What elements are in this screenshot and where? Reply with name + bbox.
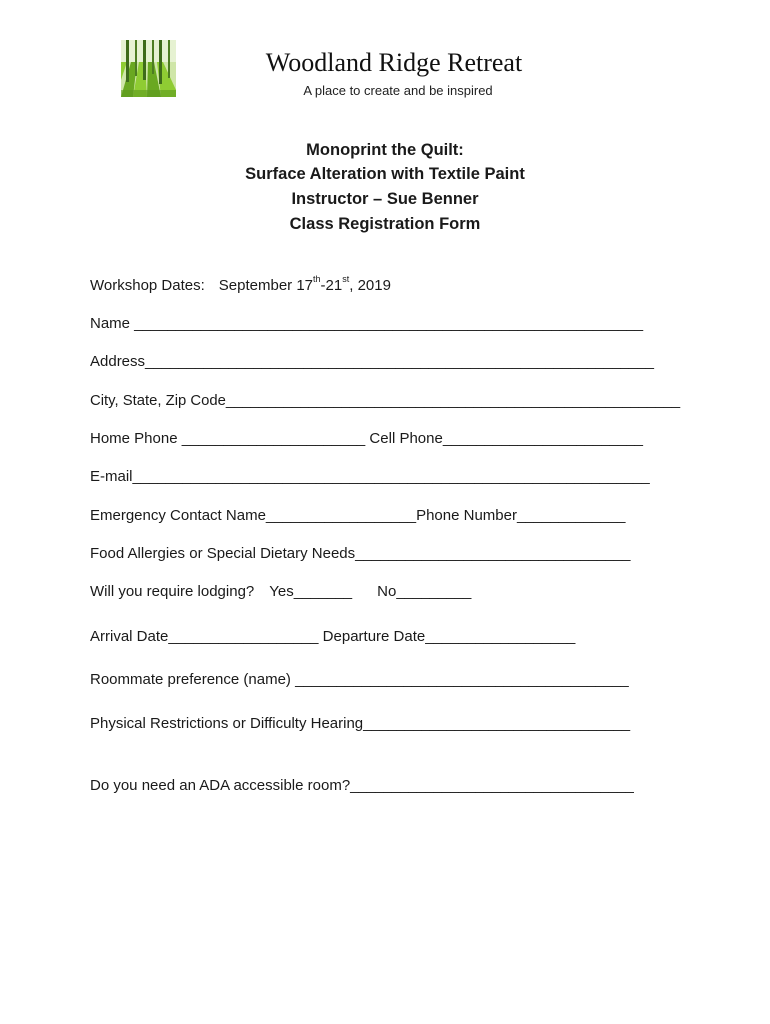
retreat-title: Woodland Ridge Retreat [265, 48, 523, 77]
name-field[interactable]: Name _____________________________________________________________ [90, 315, 644, 332]
lodging-question: Will you require lodging? [90, 583, 255, 600]
home-phone-field[interactable]: Home Phone ______________________ [90, 430, 366, 447]
cell-phone-field[interactable]: Cell Phone________________________ [365, 430, 644, 447]
workshop-dates [90, 274, 391, 294]
physical-restrictions-field[interactable]: Physical Restrictions or Difficulty Hearing________________________________ [90, 715, 631, 732]
arrival-date-field[interactable]: Arrival Date__________________ [90, 628, 319, 645]
workshop-date-end: -21 [320, 277, 343, 294]
class-subtitle: Surface Alteration with Textile Paint [245, 165, 525, 183]
instructor-line: Instructor – Sue Benner [291, 190, 479, 208]
lodging-no-field[interactable]: No_________ [377, 583, 472, 600]
emergency-phone-field[interactable]: Phone Number_____________ [416, 507, 626, 524]
form-title: Class Registration Form [289, 215, 481, 233]
food-allergies-field[interactable]: Food Allergies or Special Dietary Needs_________________________________ [90, 545, 631, 562]
city-state-zip-field[interactable]: City, State, Zip Code_______________________________________________________ [90, 392, 681, 409]
email-field[interactable]: E-mail______________________________________________________________ [90, 468, 650, 485]
workshop-dates-label: Workshop Dates: [90, 277, 205, 294]
roommate-field[interactable]: Roommate preference (name) ________________________________________ [90, 671, 629, 688]
phone-row [90, 430, 643, 447]
dates-row [90, 628, 575, 645]
ada-room-field[interactable]: Do you need an ADA accessible room?__________________________________ [90, 777, 634, 794]
workshop-date-start: September 17 [218, 277, 314, 294]
lodging-row [90, 583, 471, 600]
retreat-tagline: A place to create and be inspired [303, 83, 493, 98]
workshop-year: , 2019 [349, 277, 391, 294]
departure-date-field[interactable]: Departure Date__________________ [318, 628, 576, 645]
date-end-suffix: st [342, 274, 350, 284]
emergency-row [90, 507, 625, 524]
date-start-suffix: th [313, 274, 321, 284]
emergency-contact-field[interactable]: Emergency Contact Name__________________ [90, 507, 417, 524]
class-title: Monoprint the Quilt: [306, 141, 464, 159]
lodging-yes-field[interactable]: Yes_______ [269, 583, 353, 600]
address-field[interactable]: Address_____________________________________________________________ [90, 353, 654, 370]
